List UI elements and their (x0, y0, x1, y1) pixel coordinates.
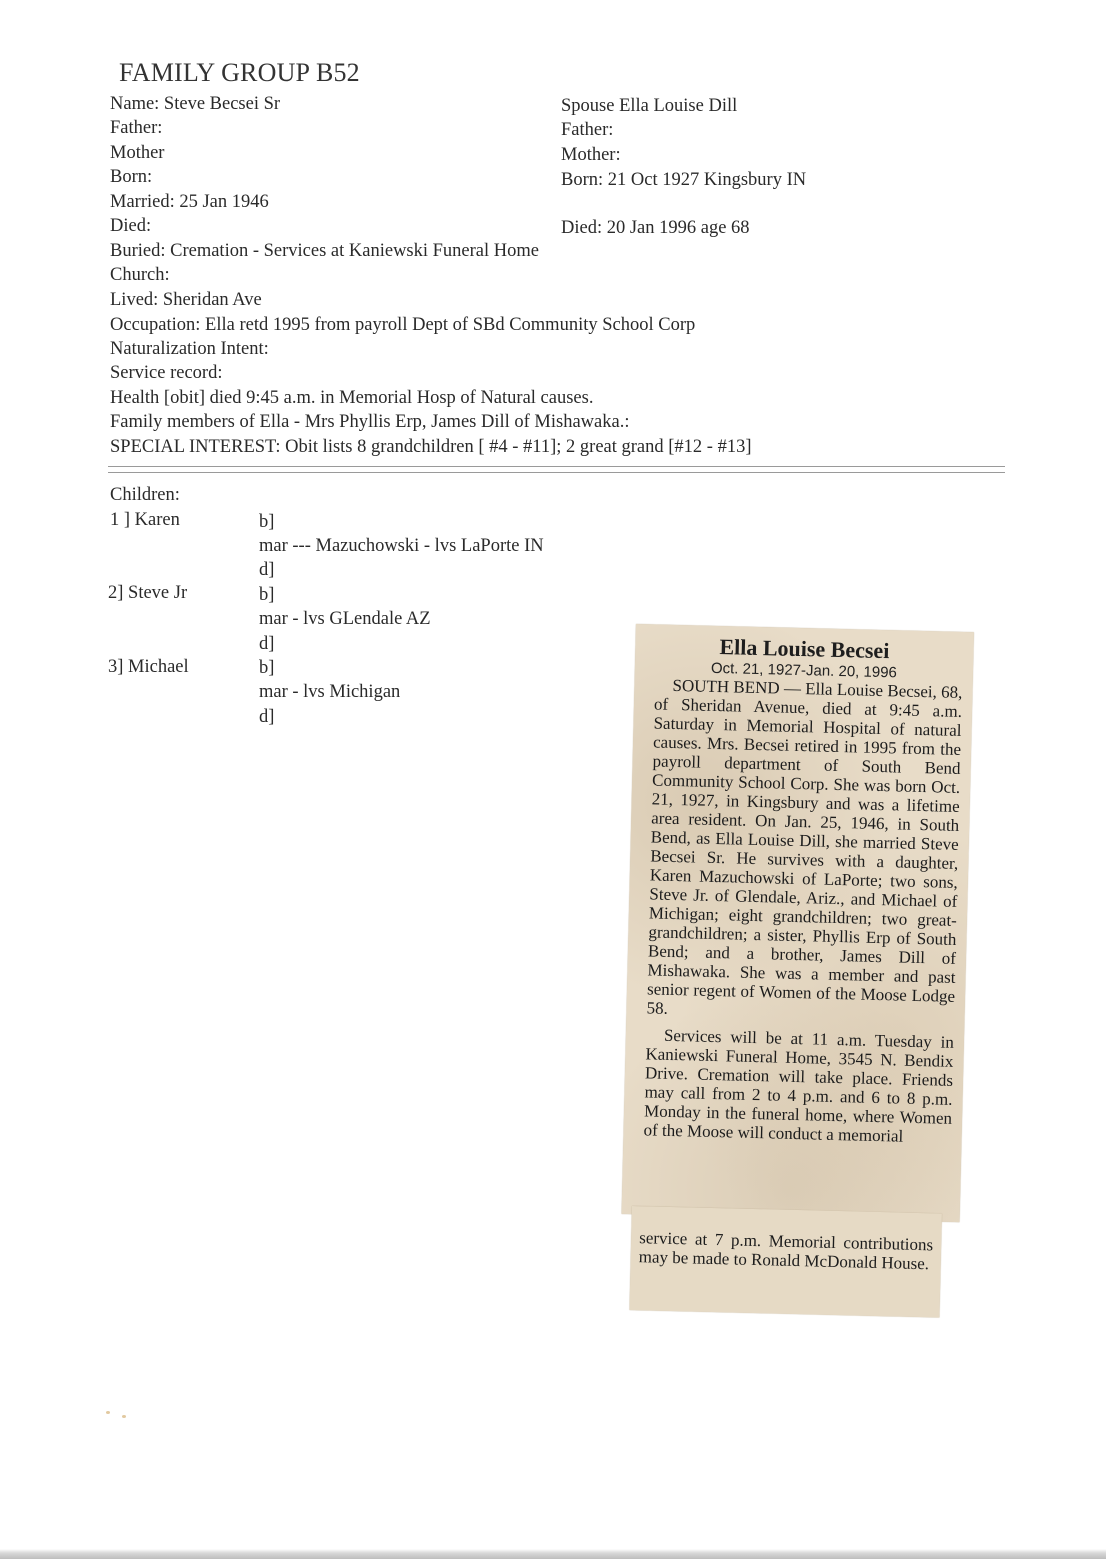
obituary-clipping (622, 624, 974, 1222)
child-married: mar --- Mazuchowski - lvs LaPorte IN (259, 536, 544, 556)
spouse-father: Father: (561, 120, 614, 140)
child-married: mar - lvs Michigan (259, 682, 401, 702)
child-married: mar - lvs GLendale AZ (259, 609, 431, 629)
husband-mother: Mother (110, 143, 165, 163)
occupation-line: Occupation: Ella retd 1995 from payroll Dept of SBd Community School Corp (110, 315, 696, 335)
child-born: b] (259, 512, 275, 532)
paper-speck (122, 1415, 126, 1418)
double-rule-divider (108, 466, 1005, 473)
child-died: d] (259, 634, 275, 654)
health-line: Health [obit] died 9:45 a.m. in Memorial Hosp of Natural causes. (110, 388, 594, 408)
child-name: 2] Steve Jr (108, 583, 188, 603)
obituary-dates: Oct. 21, 1927-Jan. 20, 1996 (710, 659, 898, 682)
child-died: d] (259, 707, 275, 727)
children-label: Children: (110, 485, 180, 505)
obituary-headline: Ella Louise Becsei (719, 634, 890, 664)
husband-name: Name: Steve Becsei Sr (110, 94, 281, 114)
obituary-continuation-text: service at 7 p.m. Memorial contributions may be made to Ronald McDonald House. (638, 1228, 934, 1274)
child-born: b] (259, 585, 275, 605)
obituary-clipping-continuation (629, 1206, 941, 1318)
lived-line: Lived: Sheridan Ave (110, 290, 262, 310)
child-name: 3] Michael (108, 657, 189, 677)
obituary-paragraph: Services will be at 11 a.m. Tuesday in Kaniewski Funeral Home, 3545 N. Bendix Drive. Cremation will take place. Friends may call from 2 to 4 p.m. and 6 to 8 p.m. Monday in the funeral home, where Women of the Moose will conduct a memorial (643, 1025, 955, 1146)
spouse-died: Died: 20 Jan 1996 age 68 (561, 218, 750, 238)
child-born: b] (259, 658, 275, 678)
buried-line: Buried: Cremation - Services at Kaniewski Funeral Home (110, 241, 539, 261)
husband-born: Born: (110, 167, 153, 187)
spouse-mother: Mother: (561, 145, 621, 165)
family-members-line: Family members of Ella - Mrs Phyllis Erp, James Dill of Mishawaka.: (110, 412, 630, 432)
naturalization-line: Naturalization Intent: (110, 339, 269, 359)
child-died: d] (259, 560, 275, 580)
obituary-paragraph: SOUTH BEND — Ella Louise Becsei, 68, of Sheridan Avenue, died at 9:45 a.m. Saturday in Memorial Hospital of natural causes. Mrs. Becsei retired in 1995 from the payroll department of South Bend Community School Corp. She was born Oct. 21, 1927, in Kingsbury and was a lifetime area resident. On Jan. 25, 1946, in South Bend, as Ella Louise Dill, she married Steve Becsei Sr. He survives with a daughter, Karen Mazuchowski of LaPorte; two sons, Steve Jr. of Glendale, Ariz., and Michael of Michigan; eight grandchildren; two great-grandchildren; a sister, Phyllis Erp of South Bend; and a brother, James Dill of Mishawaka. She was a member and past senior regent of Women of the Moose Lodge 58. (646, 675, 963, 1018)
special-interest-line: SPECIAL INTEREST: Obit lists 8 grandchildren [ #4 - #11]; 2 great grand [#12 - #13] (110, 437, 752, 457)
church-line: Church: (110, 265, 170, 285)
husband-died: Died: (110, 216, 152, 236)
husband-father: Father: (110, 118, 163, 138)
page-title: FAMILY GROUP B52 (119, 58, 360, 87)
service-record-line: Service record: (110, 363, 223, 383)
child-name: 1 ] Karen (110, 510, 180, 530)
spouse-born: Born: 21 Oct 1927 Kingsbury IN (561, 170, 807, 190)
paper-speck (106, 1411, 110, 1414)
spouse-name: Spouse Ella Louise Dill (561, 96, 738, 116)
scan-bottom-edge (0, 1549, 1106, 1559)
husband-married: Married: 25 Jan 1946 (110, 192, 269, 212)
